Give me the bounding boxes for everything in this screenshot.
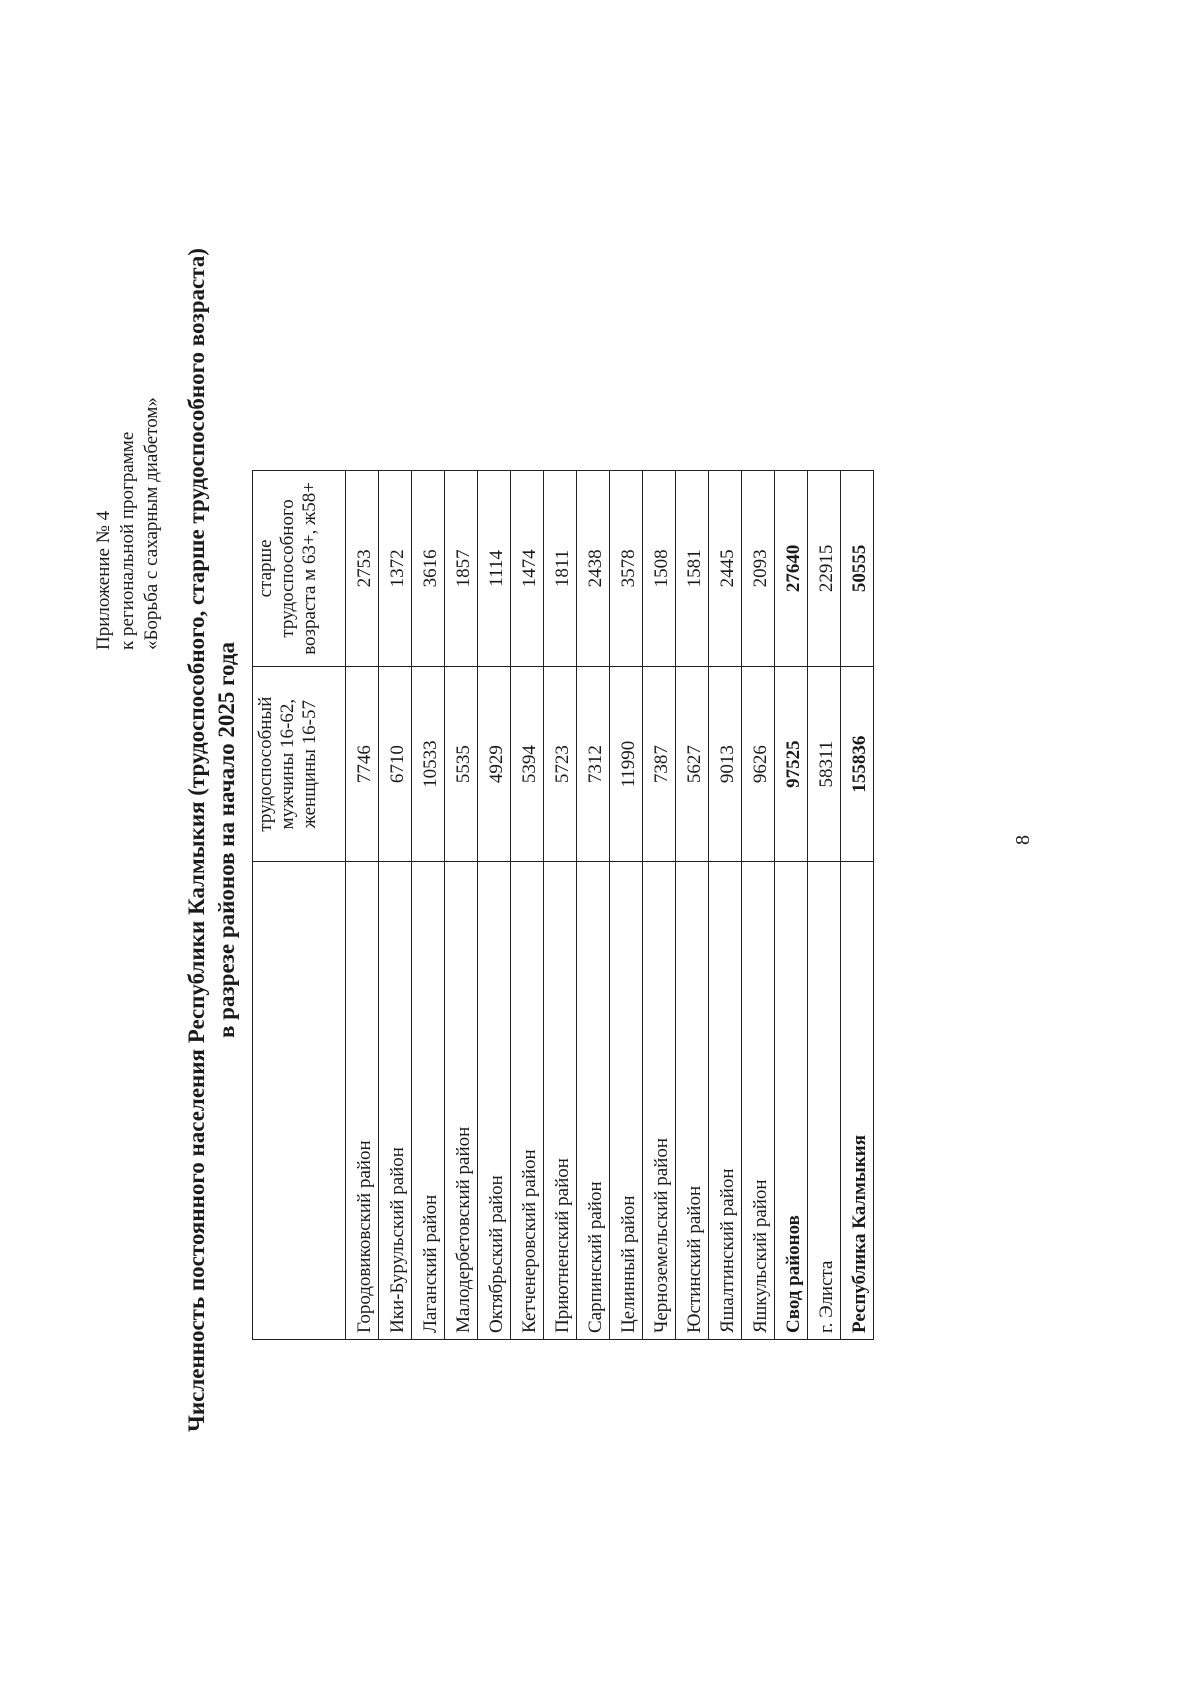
district-name-cell: Малодербетовский район [445, 862, 478, 1340]
table-row [775, 471, 808, 1340]
older-age-cell: 1114 [478, 471, 511, 667]
older-age-cell: 1811 [544, 471, 577, 667]
district-name-cell: Юстинский район [676, 862, 709, 1340]
working-age-cell: 97525 [775, 666, 808, 862]
district-name-cell: Городовиковский район [346, 862, 379, 1340]
table-row [346, 471, 379, 1340]
older-age-cell: 2093 [742, 471, 775, 667]
working-age-cell: 58311 [808, 666, 841, 862]
working-age-cell: 7312 [577, 666, 610, 862]
appendix-line-3: «Борьба с сахарным диабетом» [141, 397, 162, 650]
older-age-cell: 1581 [676, 471, 709, 667]
working-age-cell: 10533 [412, 666, 445, 862]
district-name-cell: Сарпинский район [577, 862, 610, 1340]
working-age-cell: 5394 [511, 666, 544, 862]
population-table [252, 470, 874, 1340]
district-name-cell: Лаганский район [412, 862, 445, 1340]
working-age-cell: 9013 [709, 666, 742, 862]
district-name-cell: Целинный район [610, 862, 643, 1340]
district-name-cell: Яшкульский район [742, 862, 775, 1340]
appendix-line-1: Приложение № 4 [93, 510, 114, 650]
table-row [544, 471, 577, 1340]
older-age-cell: 27640 [775, 471, 808, 667]
working-age-cell: 5627 [676, 666, 709, 862]
district-name-cell: Свод районов [775, 862, 808, 1340]
working-age-cell: 155836 [841, 666, 874, 862]
working-age-cell: 11990 [610, 666, 643, 862]
table-row [709, 471, 742, 1340]
working-age-cell: 7746 [346, 666, 379, 862]
table-row [412, 471, 445, 1340]
district-name-cell: Яшалтинский район [709, 862, 742, 1340]
older-age-cell: 1508 [643, 471, 676, 667]
document-title [182, 210, 242, 1470]
working-age-cell: 9626 [742, 666, 775, 862]
working-age-cell: 4929 [478, 666, 511, 862]
table-row [808, 471, 841, 1340]
table-row [577, 471, 610, 1340]
header-older-age: старше трудоспособного возраста м 63+, ж58+ [253, 471, 346, 667]
appendix-note [92, 230, 164, 650]
district-name-cell: Кетченеровский район [511, 862, 544, 1340]
rotated-page-content [93, 210, 1122, 1470]
appendix-line-2: к региональной программе [117, 431, 138, 650]
district-name-cell: Ики-Бурульский район [379, 862, 412, 1340]
title-line-1: Численность постоянного населения Республики Калмыкия (трудоспособного, старше трудоспособного возраста) [184, 248, 209, 1432]
page-number: 8 [1012, 835, 1034, 845]
header-working-age: трудоспособный мужчины 16-62, женщины 16-57 [253, 666, 346, 862]
table-row [676, 471, 709, 1340]
district-name-cell: Октябрьский район [478, 862, 511, 1340]
table-row [445, 471, 478, 1340]
table-row [610, 471, 643, 1340]
table-header-row [253, 471, 346, 1340]
header-district [253, 862, 346, 1340]
district-name-cell: Республика Калмыкия [841, 862, 874, 1340]
district-name-cell: Черноземельский район [643, 862, 676, 1340]
working-age-cell: 5723 [544, 666, 577, 862]
district-name-cell: г. Элиста [808, 862, 841, 1340]
older-age-cell: 3578 [610, 471, 643, 667]
table-row [478, 471, 511, 1340]
table-row [742, 471, 775, 1340]
older-age-cell: 3616 [412, 471, 445, 667]
table-row [841, 471, 874, 1340]
older-age-cell: 2445 [709, 471, 742, 667]
district-name-cell: Приютненский район [544, 862, 577, 1340]
older-age-cell: 50555 [841, 471, 874, 667]
older-age-cell: 1474 [511, 471, 544, 667]
working-age-cell: 7387 [643, 666, 676, 862]
table-row [511, 471, 544, 1340]
working-age-cell: 6710 [379, 666, 412, 862]
working-age-cell: 5535 [445, 666, 478, 862]
table-body [346, 471, 874, 1340]
older-age-cell: 2438 [577, 471, 610, 667]
title-line-2: в разрезе районов на начало 2025 года [214, 641, 239, 1039]
older-age-cell: 2753 [346, 471, 379, 667]
older-age-cell: 1372 [379, 471, 412, 667]
table-row [643, 471, 676, 1340]
table-row [379, 471, 412, 1340]
older-age-cell: 1857 [445, 471, 478, 667]
older-age-cell: 22915 [808, 471, 841, 667]
